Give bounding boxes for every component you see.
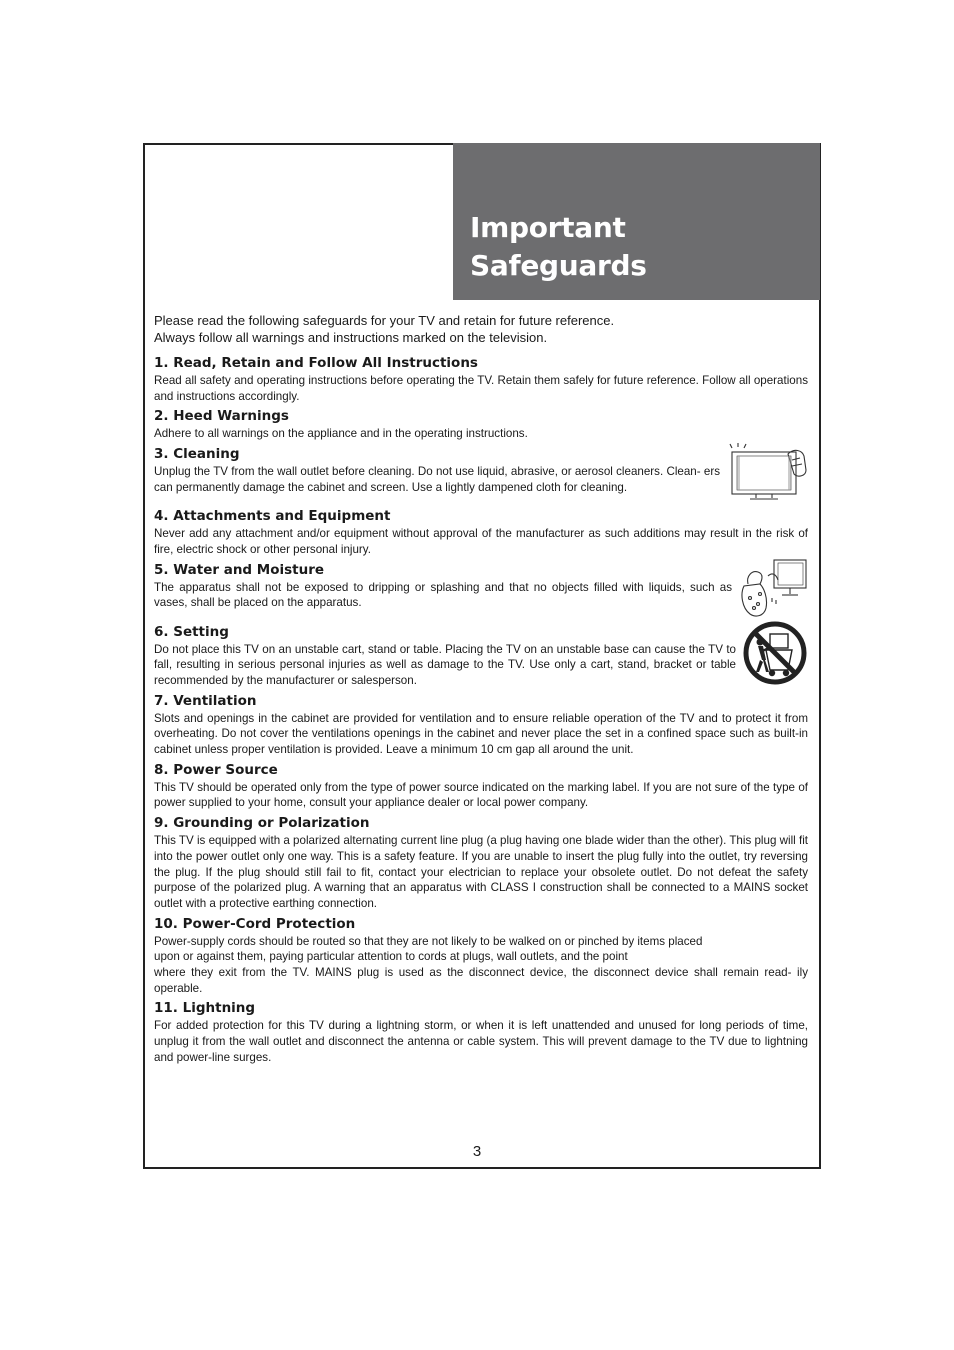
section-body: Unplug the TV from the wall outlet before cleaning. Do not use liquid, abrasive, or aerosol cleaners. Clean- ers can permanently damage the cabinet and screen. Use a lightly dampened cloth for cleaning. — [154, 465, 720, 494]
section-grounding — [154, 811, 808, 912]
section-title: 7. Ventilation — [154, 692, 257, 709]
intro-line-2: Always follow all warnings and instructions marked on the television. — [154, 330, 548, 345]
section-body: Do not place this TV on an unstable cart, stand or table. Placing the TV on an unstable base can cause the TV to fall, resulting in serious personal injuries as well as damage to the TV. Use only a cart, stand, bracket or table recommended by the manufacturer or salesperson. — [154, 642, 736, 687]
section-body: This TV is equipped with a polarized alternating current line plug (a plug having one blade wider than the other). This plug will fit into the power outlet only one way. This is a safety feature. If you are unable to insert the plug fully into the outlet, try reversing the plug. If the plug should still fail to fit, contact your electrician to replace your obsolete outlet. Do not defeat the safety purpose of the polarized plug. A warning that an apparatus with CLASS I construction shall be connected to a MAINS socket outlet with a protective earthing connection. — [154, 834, 808, 910]
page-number: 3 — [472, 1143, 482, 1160]
section-cleaning — [154, 442, 808, 504]
section-title: 8. Power Source — [154, 761, 278, 778]
no-unstable-cart-icon — [742, 620, 808, 686]
section-title: 6. Setting — [154, 623, 229, 640]
intro-text — [154, 312, 808, 346]
section-body: For added protection for this TV during a lightning storm, or when it is left unattended and unused for long periods of time, unplug it from the wall outlet and disconnect the antenna or cable system. This will prevent damage to the TV due to lightning and power-line surges. — [154, 1019, 808, 1064]
power-cord-line-2: upon or against them, paying particular attention to cords at plugs, wall outlets, and the point — [154, 950, 628, 964]
section-attachments — [154, 504, 808, 557]
section-title: 11. Lightning — [154, 1000, 256, 1017]
section-title: 10. Power-Cord Protection — [154, 915, 356, 932]
section-lightning — [154, 996, 808, 1065]
section-body: The apparatus shall not be exposed to dripping or splashing and that no objects filled with liquids, such as vases, shall be placed on the apparatus. — [154, 580, 732, 610]
title-banner — [453, 143, 820, 300]
section-body — [154, 934, 808, 997]
section-body: Adhere to all warnings on the appliance and in the operating instructions. — [154, 427, 528, 441]
section-title: 1. Read, Retain and Follow All Instructions — [154, 355, 478, 371]
power-cord-line-3: where they exit from the TV. MAINS plug is used as the disconnect device, the disconnect device shall remain read- ily operable. — [154, 966, 808, 995]
section-power-source — [154, 758, 808, 811]
power-cord-line-1: Power-supply cords should be routed so that they are not likely to be walked on or pinched by items placed — [154, 934, 703, 948]
section-power-cord — [154, 912, 808, 997]
safeguards-content — [154, 312, 808, 1066]
tv-cleaning-icon — [726, 442, 808, 504]
section-body: Read all safety and operating instructions before operating the TV. Retain them safely for future reference. Follow all operations and instructions accordingly. — [154, 374, 808, 403]
section-body: Never add any attachment and/or equipment without approval of the manufacturer as such additions may result in the risk of fire, electric shock or other personal injury. — [154, 527, 808, 556]
water-vase-tv-icon — [738, 558, 808, 620]
section-title: 5. Water and Moisture — [154, 561, 325, 578]
section-title: 9. Grounding or Polarization — [154, 815, 370, 832]
section-title: 4. Attachments and Equipment — [154, 508, 391, 525]
intro-line-1: Please read the following safeguards for your TV and retain for future reference. — [154, 313, 615, 328]
page-title-line1: Important — [470, 211, 626, 244]
section-ventilation — [154, 689, 808, 758]
section-read-retain — [154, 351, 808, 404]
page-title — [470, 209, 647, 285]
section-heed-warnings — [154, 404, 808, 442]
section-water-moisture — [154, 558, 808, 620]
section-setting — [154, 620, 808, 689]
section-title: 3. Cleaning — [154, 446, 240, 463]
section-body: Slots and openings in the cabinet are provided for ventilation and to ensure reliable operation of the TV and to protect it from overheating. Do not cover the ventilations openings in the cabinet and never place the set in a confined space such as built-in cabinet unless proper ventilation is provided. Leave a minimum 10 cm gap all around the unit. — [154, 711, 808, 757]
section-title: 2. Heed Warnings — [154, 408, 289, 425]
page-title-line2: Safeguards — [470, 249, 647, 282]
section-body: This TV should be operated only from the type of power source indicated on the marking label. If you are not sure of the type of power supplied to your home, consult your appliance dealer or local power company. — [154, 780, 808, 810]
